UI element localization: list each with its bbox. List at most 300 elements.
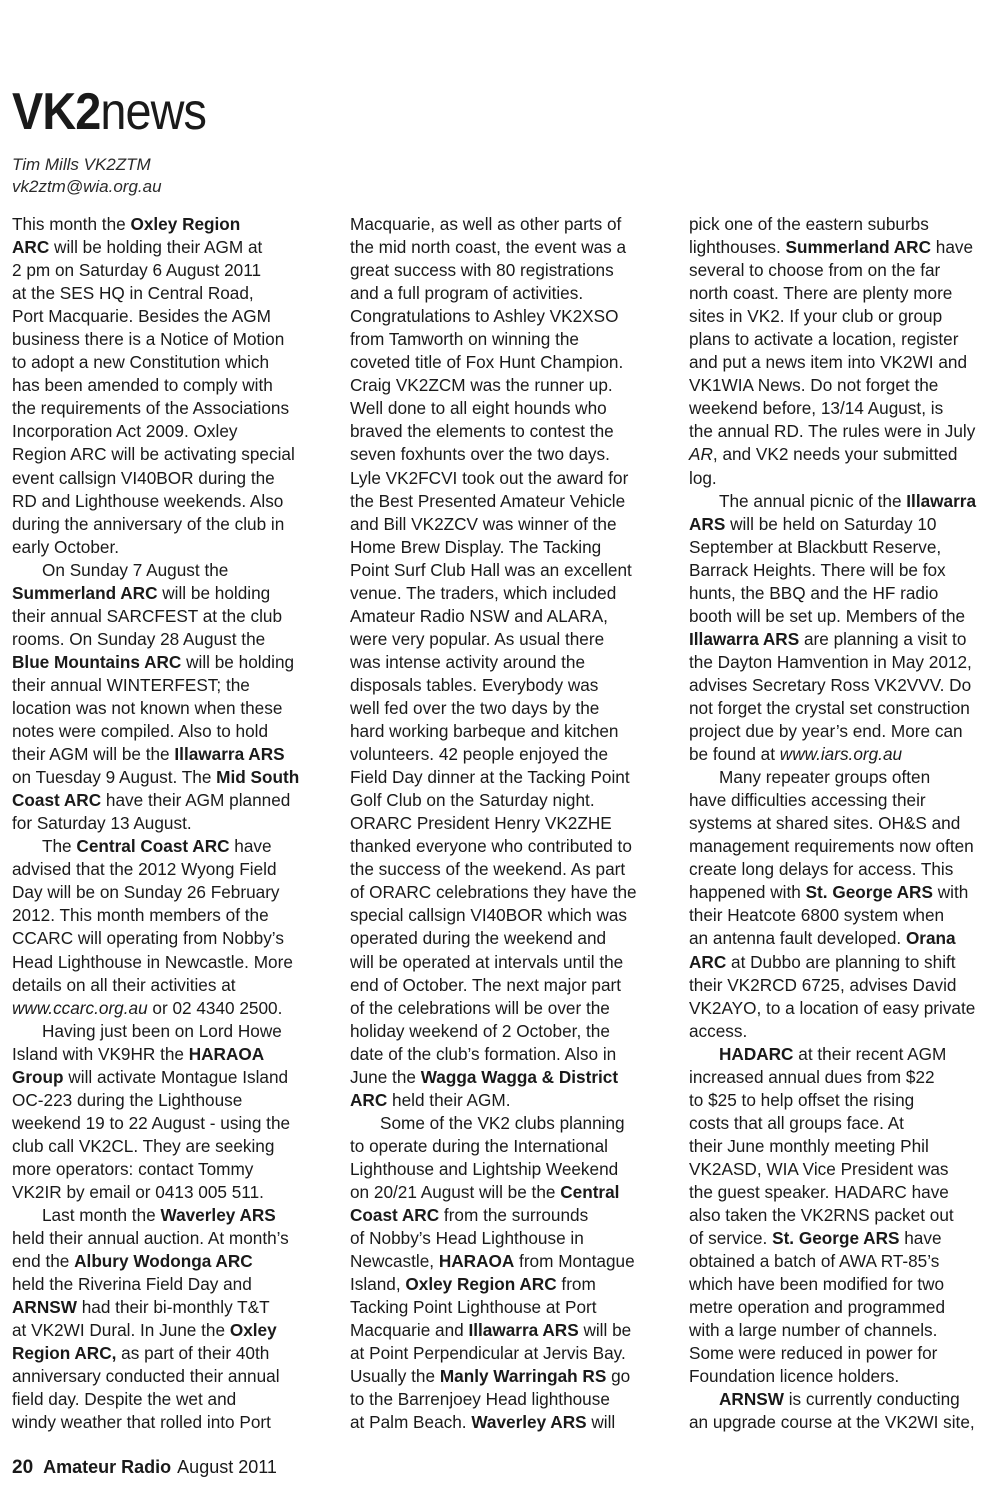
text-line <box>350 1227 653 1250</box>
text-run: Point Surf Club Hall was an excellent <box>350 559 632 580</box>
text-run: September at Blackbutt Reserve, <box>689 536 942 557</box>
bold-run: HARAOA <box>188 1043 265 1064</box>
text-line <box>12 674 315 697</box>
text-line <box>689 1250 992 1273</box>
text-run: hard working barbeque and kitchen <box>350 721 619 742</box>
bold-run: Albury Wodonga ARC <box>74 1251 253 1272</box>
text-line <box>350 1135 653 1158</box>
text-run: , and VK2 needs your submitted <box>712 444 958 465</box>
text-line <box>12 1020 315 1043</box>
text-run: business there is a Notice of Motion <box>12 329 285 350</box>
text-line <box>12 282 315 305</box>
text-run: sites in VK2. If your club or group <box>689 306 943 327</box>
text-run: the Dayton Hamvention in May 2012, <box>689 651 972 672</box>
page-footer <box>12 1455 277 1480</box>
text-run: costs that all groups face. At <box>689 1112 904 1133</box>
text-run: and Bill VK2ZCV was winner of the <box>350 513 617 534</box>
text-line <box>689 536 992 559</box>
text-run: project due by year’s end. More can <box>689 721 963 742</box>
text-line <box>12 720 315 743</box>
text-line <box>12 328 315 351</box>
text-line <box>12 582 315 605</box>
text-line <box>350 328 653 351</box>
text-line <box>350 536 653 559</box>
text-line <box>12 1227 315 1250</box>
bold-run: ARNSW <box>719 1389 784 1410</box>
text-line <box>350 397 653 420</box>
text-run: Tacking Point Lighthouse at Port <box>350 1297 597 1318</box>
text-line <box>350 1365 653 1388</box>
bold-run: Mid South <box>216 767 300 788</box>
author-email: vk2ztm@wia.org.au <box>12 177 162 196</box>
text-line <box>350 443 653 466</box>
bold-run: Central <box>560 1181 620 1202</box>
bold-run: ARC <box>12 237 50 258</box>
text-run: was intense activity around the <box>350 651 586 672</box>
text-run: VK2AYO, to a location of easy private <box>689 997 976 1018</box>
text-run: the requirements of the Associations <box>12 398 290 419</box>
page-number: 20 <box>12 1457 34 1478</box>
text-line <box>350 259 653 282</box>
text-run: Many repeater groups often <box>719 767 931 788</box>
text-run: great success with 80 registrations <box>350 260 614 281</box>
text-run: at their recent AGM <box>793 1043 947 1064</box>
text-line <box>12 974 315 997</box>
text-line <box>689 881 992 904</box>
text-run: create long delays for access. This <box>689 859 954 880</box>
text-line <box>689 282 992 305</box>
text-run: weekend before, 13/14 August, is <box>689 398 944 419</box>
text-run: management requirements now often <box>689 836 974 857</box>
text-line <box>350 789 653 812</box>
text-line <box>12 1411 315 1434</box>
bold-run: HARAOA <box>438 1251 515 1272</box>
text-run: happened with <box>689 882 806 903</box>
bold-run: Illawarra <box>906 490 977 511</box>
text-run: The annual picnic of the <box>719 490 907 511</box>
text-line <box>689 651 992 674</box>
text-line <box>12 305 315 328</box>
text-run: the annual RD. The rules were in July <box>689 421 976 442</box>
bold-run: Wagga Wagga & District <box>420 1066 619 1087</box>
text-line <box>12 443 315 466</box>
text-line <box>12 1158 315 1181</box>
text-line <box>12 1204 315 1227</box>
text-line <box>350 513 653 536</box>
text-run: systems at shared sites. OH&S and <box>689 813 961 834</box>
text-line <box>689 789 992 812</box>
text-line <box>12 1342 315 1365</box>
text-line <box>689 1204 992 1227</box>
text-run: more operators: contact Tommy <box>12 1158 254 1179</box>
text-line <box>689 743 992 766</box>
text-line <box>689 236 992 259</box>
text-line <box>689 674 992 697</box>
text-run: The <box>42 836 77 857</box>
text-run: the guest speaker. HADARC have <box>689 1181 949 1202</box>
text-run: windy weather that rolled into Port <box>12 1412 271 1433</box>
text-line <box>689 697 992 720</box>
text-run: from Tamworth on winning the <box>350 329 579 350</box>
text-line <box>689 605 992 628</box>
text-run: be found at <box>689 744 780 765</box>
text-line <box>12 1273 315 1296</box>
text-line <box>350 282 653 305</box>
text-line <box>689 927 992 950</box>
text-line <box>12 1135 315 1158</box>
text-run: to adopt a new Constitution which <box>12 352 270 373</box>
text-line <box>350 974 653 997</box>
text-line <box>689 259 992 282</box>
text-line <box>350 881 653 904</box>
text-line <box>689 1043 992 1066</box>
text-run: thanked everyone who contributed to <box>350 836 632 857</box>
text-run: RD and Lighthouse weekends. Also <box>12 490 284 511</box>
bold-run: St. George ARS <box>805 882 933 903</box>
text-run: at VK2WI Dural. In June the <box>12 1320 230 1341</box>
text-run: advised that the 2012 Wyong Field <box>12 859 277 880</box>
bold-run: Summerland ARC <box>12 582 158 603</box>
text-line <box>689 904 992 927</box>
text-run: metre operation and programmed <box>689 1297 946 1318</box>
text-line <box>12 536 315 559</box>
text-run: had their bi-monthly T&T <box>76 1297 270 1318</box>
text-run: their annual WINTERFEST; the <box>12 674 250 695</box>
text-line <box>689 1066 992 1089</box>
bold-run: Waverley ARS <box>160 1205 276 1226</box>
text-line <box>689 443 992 466</box>
text-run: at the SES HQ in Central Road, <box>12 283 254 304</box>
bold-run: Group <box>12 1066 64 1087</box>
text-line <box>350 1112 653 1135</box>
text-run: coveted title of Fox Hunt Champion. <box>350 352 624 373</box>
bold-run: Illawarra ARS <box>174 744 285 765</box>
text-line <box>350 1089 653 1112</box>
text-run: an antenna fault developed. <box>689 928 906 949</box>
text-run: Usually the <box>350 1366 440 1387</box>
text-run: braved the elements to contest the <box>350 421 614 442</box>
text-line <box>689 559 992 582</box>
text-run: were very popular. As usual there <box>350 628 605 649</box>
article-column-1 <box>12 213 315 1434</box>
text-run: details on all their activities at <box>12 974 236 995</box>
text-line <box>12 904 315 927</box>
text-run: location was not known when these <box>12 697 283 718</box>
text-line <box>12 743 315 766</box>
text-line <box>12 628 315 651</box>
bold-run: Illawarra ARS <box>689 628 800 649</box>
text-line <box>12 605 315 628</box>
text-run: obtained a batch of AWA RT-85’s <box>689 1251 940 1272</box>
bold-run: Illawarra ARS <box>468 1320 579 1341</box>
text-run: will be holding their AGM at <box>49 237 263 258</box>
text-run: Last month the <box>42 1205 161 1226</box>
text-run: Home Brew Display. The Tacking <box>350 536 602 557</box>
text-run: Region ARC will be activating special <box>12 444 295 465</box>
text-run: notes were compiled. Also to hold <box>12 721 269 742</box>
text-line <box>12 1043 315 1066</box>
text-line <box>350 582 653 605</box>
text-line <box>350 628 653 651</box>
text-line <box>350 1250 653 1273</box>
text-line <box>12 997 315 1020</box>
section-heading <box>12 80 206 144</box>
text-line <box>350 812 653 835</box>
text-run: June the <box>350 1066 421 1087</box>
bold-run: Oxley Region ARC <box>405 1274 557 1295</box>
text-run: On Sunday 7 August the <box>42 559 229 580</box>
text-line <box>350 674 653 697</box>
text-line <box>350 743 653 766</box>
text-line <box>12 420 315 443</box>
text-run: Golf Club on the Saturday night. <box>350 790 595 811</box>
text-run: Newcastle, <box>350 1251 439 1272</box>
text-line <box>350 490 653 513</box>
text-run: north coast. There are plenty more <box>689 283 953 304</box>
text-run: Craig VK2ZCM was the runner up. <box>350 375 613 396</box>
text-run: Day will be on Sunday 26 February <box>12 882 280 903</box>
text-run: Barrack Heights. There will be fox <box>689 559 946 580</box>
text-line <box>350 1319 653 1342</box>
text-line <box>12 789 315 812</box>
text-run: Island, <box>350 1274 406 1295</box>
italic-run: www.iars.org.au <box>779 744 903 765</box>
text-line <box>12 236 315 259</box>
text-run: from <box>556 1274 596 1295</box>
text-line <box>689 1411 992 1434</box>
text-run: end of October. The next major part <box>350 974 622 995</box>
text-run: Some of the VK2 clubs planning <box>380 1112 625 1133</box>
heading-bold-part: VK2 <box>12 83 101 141</box>
text-run: on 20/21 August will be the <box>350 1181 561 1202</box>
text-line <box>689 1273 992 1296</box>
text-line <box>689 490 992 513</box>
text-run: of Nobby’s Head Lighthouse in <box>350 1228 584 1249</box>
text-run: VK1WIA News. Do not forget the <box>689 375 939 396</box>
text-run: anniversary conducted their annual <box>12 1366 280 1387</box>
text-run: to the Barrenjoey Head lighthouse <box>350 1389 610 1410</box>
text-run: seven foxhunts over the two days. <box>350 444 610 465</box>
text-line <box>350 1273 653 1296</box>
text-run: on Tuesday 9 August. The <box>12 767 217 788</box>
italic-run: AR <box>689 444 713 465</box>
text-run: an upgrade course at the VK2WI site, <box>689 1412 975 1433</box>
text-run: not forget the crystal set construction <box>689 697 970 718</box>
bold-run: ARNSW <box>12 1297 77 1318</box>
text-line <box>350 1043 653 1066</box>
text-run: 2012. This month members of the <box>12 905 269 926</box>
text-line <box>689 858 992 881</box>
text-run: rooms. On Sunday 28 August the <box>12 628 266 649</box>
text-run: Incorporation Act 2009. Oxley <box>12 421 238 442</box>
text-run: Foundation licence holders. <box>689 1366 900 1387</box>
italic-run: www.ccarc.org.au <box>12 997 148 1018</box>
text-run: and put a news item into VK2WI and <box>689 352 968 373</box>
bold-run: Summerland ARC <box>785 237 931 258</box>
author-name: Tim Mills VK2ZTM <box>12 155 151 174</box>
bold-run: Region ARC, <box>12 1343 117 1364</box>
text-run: will be held on Saturday 10 <box>725 513 937 534</box>
text-line <box>689 1296 992 1319</box>
text-line <box>689 720 992 743</box>
text-run: pick one of the eastern suburbs <box>689 214 929 234</box>
text-line <box>350 1388 653 1411</box>
text-run: Amateur Radio NSW and ALARA, <box>350 605 608 626</box>
text-line <box>689 1227 992 1250</box>
text-line <box>350 904 653 927</box>
text-run: have difficulties accessing their <box>689 790 926 811</box>
text-line <box>689 1181 992 1204</box>
text-line <box>12 1112 315 1135</box>
text-line <box>350 927 653 950</box>
text-line <box>350 1296 653 1319</box>
text-run: Some were reduced in power for <box>689 1343 938 1364</box>
text-line <box>689 951 992 974</box>
text-run: This month the <box>12 214 131 234</box>
text-run: OC-223 during the Lighthouse <box>12 1089 243 1110</box>
issue-date: August 2011 <box>177 1457 277 1477</box>
text-line <box>689 213 992 236</box>
text-run: of service. <box>689 1228 773 1249</box>
text-run: booth will be set up. Members of the <box>689 605 966 626</box>
text-run: Port Macquarie. Besides the AGM <box>12 306 271 327</box>
text-line <box>12 766 315 789</box>
text-line <box>350 858 653 881</box>
text-line <box>12 927 315 950</box>
text-line <box>689 1020 992 1043</box>
text-line <box>12 951 315 974</box>
text-run: their annual SARCFEST at the club <box>12 605 283 626</box>
bold-run: ARC <box>689 951 727 972</box>
text-line <box>689 1388 992 1411</box>
text-run: of ORARC celebrations they have the <box>350 882 637 903</box>
text-line <box>350 835 653 858</box>
text-run: Lighthouse and Lightship Weekend <box>350 1158 619 1179</box>
text-line <box>12 1089 315 1112</box>
text-run: their VK2RCD 6725, advises David <box>689 974 957 995</box>
text-run: date of the club’s formation. Also in <box>350 1043 617 1064</box>
text-run: has been amended to comply with <box>12 375 273 396</box>
text-line <box>689 1365 992 1388</box>
text-run: several to choose from on the far <box>689 260 941 281</box>
text-line <box>689 582 992 605</box>
text-run: hunts, the BBQ and the HF radio <box>689 582 939 603</box>
text-run: Well done to all eight hounds who <box>350 398 607 419</box>
text-run: at Dubbo are planning to shift <box>726 951 956 972</box>
text-run: log. <box>689 467 717 488</box>
text-line <box>689 1089 992 1112</box>
text-run: special callsign VI40BOR which was <box>350 905 628 926</box>
text-run: held their AGM. <box>387 1089 511 1110</box>
text-line <box>689 1135 992 1158</box>
text-line <box>12 351 315 374</box>
bold-run: Oxley <box>229 1320 277 1341</box>
text-line <box>350 697 653 720</box>
bold-run: HADARC <box>719 1043 794 1064</box>
text-run: of the celebrations will be over the <box>350 997 610 1018</box>
text-run: from the surrounds <box>439 1205 589 1226</box>
text-line <box>350 1342 653 1365</box>
text-run: Field Day dinner at the Tacking Point <box>350 767 630 788</box>
text-run: Macquarie, as well as other parts of <box>350 214 622 234</box>
text-run: is currently conducting <box>783 1389 960 1410</box>
text-run: from Montague <box>514 1251 635 1272</box>
text-run: operated during the weekend and <box>350 928 607 949</box>
text-run: event callsign VI40BOR during the <box>12 467 275 488</box>
text-line <box>12 490 315 513</box>
text-line <box>350 1181 653 1204</box>
text-run: Congratulations to Ashley VK2XSO <box>350 306 619 327</box>
text-line <box>12 213 315 236</box>
text-run: go <box>606 1366 631 1387</box>
text-run: increased annual dues from $22 <box>689 1066 935 1087</box>
text-run: have <box>899 1228 942 1249</box>
text-line <box>350 213 653 236</box>
text-line <box>689 420 992 443</box>
heading-normal-part: news <box>100 83 207 141</box>
text-run: to operate during the International <box>350 1135 608 1156</box>
text-run: will activate Montague Island <box>63 1066 289 1087</box>
text-run: at Point Perpendicular at Jervis Bay. <box>350 1343 626 1364</box>
text-line <box>350 1411 653 1434</box>
text-run: plans to activate a location, register <box>689 329 959 350</box>
text-run: VK2IR by email or 0413 005 511. <box>12 1181 264 1202</box>
text-run: holiday weekend of 2 October, the <box>350 1020 610 1041</box>
text-run: Lyle VK2FCVI took out the award for <box>350 467 629 488</box>
text-line <box>689 766 992 789</box>
text-run: the Best Presented Amateur Vehicle <box>350 490 626 511</box>
text-line <box>12 513 315 536</box>
text-run: field day. Despite the wet and <box>12 1389 237 1410</box>
text-line <box>350 720 653 743</box>
text-line <box>12 858 315 881</box>
text-run: 2 pm on Saturday 6 August 2011 <box>12 260 262 281</box>
text-line <box>350 605 653 628</box>
text-run: disposals tables. Everybody was <box>350 674 599 695</box>
text-line <box>12 835 315 858</box>
text-line <box>12 1388 315 1411</box>
text-line <box>689 328 992 351</box>
text-run: venue. The traders, which included <box>350 582 617 603</box>
text-run: are planning a visit to <box>799 628 967 649</box>
text-line <box>12 651 315 674</box>
text-line <box>689 1158 992 1181</box>
text-run: during the anniversary of the club in <box>12 513 285 534</box>
text-run: their AGM will be the <box>12 744 175 765</box>
text-line <box>12 881 315 904</box>
text-line <box>350 559 653 582</box>
text-run: their June monthly meeting Phil <box>689 1135 929 1156</box>
bold-run: Coast ARC <box>350 1205 440 1226</box>
text-line <box>350 420 653 443</box>
text-run: for Saturday 13 August. <box>12 813 192 834</box>
bold-run: Central Coast ARC <box>76 836 230 857</box>
text-run: or 02 4340 2500. <box>147 997 283 1018</box>
text-run: Island with VK9HR the <box>12 1043 189 1064</box>
text-run: and a full program of activities. <box>350 283 584 304</box>
text-line <box>12 697 315 720</box>
bold-run: Waverley ARS <box>471 1412 587 1433</box>
text-line <box>689 397 992 420</box>
text-run: have <box>931 237 974 258</box>
text-line <box>12 397 315 420</box>
text-run: the success of the weekend. As part <box>350 859 626 880</box>
text-run: at Palm Beach. <box>350 1412 472 1433</box>
text-line <box>350 351 653 374</box>
text-run: held their annual auction. At month’s <box>12 1228 289 1249</box>
text-run: Head Lighthouse in Newcastle. More <box>12 951 293 972</box>
text-run: with <box>932 882 969 903</box>
